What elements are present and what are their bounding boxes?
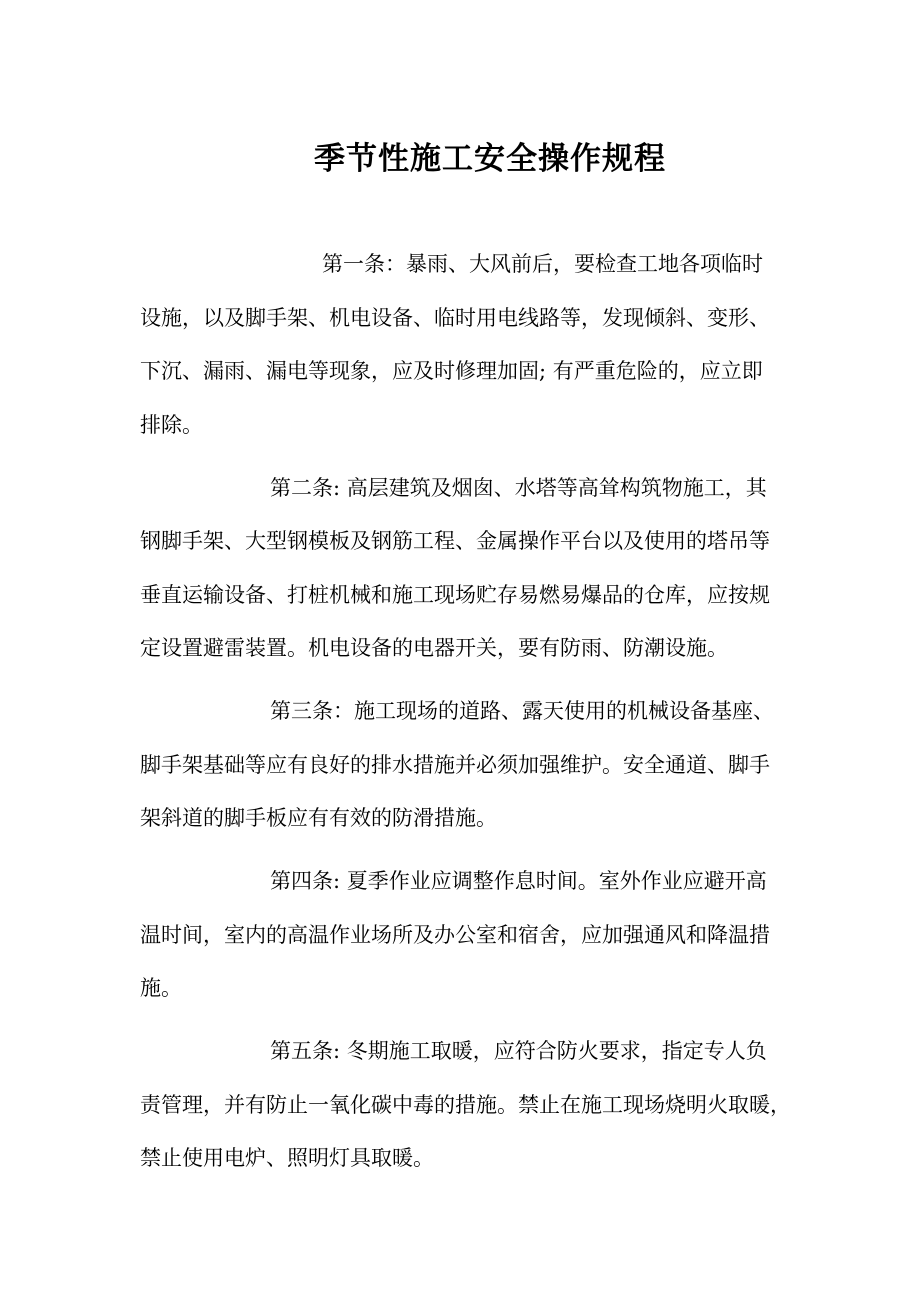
text-line: 定设置避雷装置。机电设备的电器开关，要有防雨、防潮设施。 <box>140 636 728 660</box>
text-line: 第一条：暴雨、大风前后，要检查工地各项临时 <box>322 252 763 276</box>
text-line: 设施，以及脚手架、机电设备、临时用电线路等，发现倾斜、变形、 <box>140 305 770 330</box>
text-line: 第三条：施工现场的道路、露天使用的机械设备基座、 <box>270 699 774 723</box>
document-body <box>140 238 800 1195</box>
article-5 <box>140 1025 800 1186</box>
text-line: 禁止使用电炉、照明灯具取暖。 <box>140 1146 434 1170</box>
text-line: 下沉、漏雨、漏电等现象，应及时修理加固; 有严重危险的，应立即 <box>140 359 763 383</box>
text-line: 排除。 <box>140 412 203 437</box>
text-line: 垂直运输设备、打桩机械和施工现场贮存易燃易爆品的仓库，应按规 <box>140 582 770 607</box>
text-line: 第四条: 夏季作业应调整作息时间。室外作业应避开高 <box>270 869 767 893</box>
text-line: 责管理，并有防止一氧化碳中毒的措施。禁止在施工现场烧明火取暖， <box>140 1092 791 1117</box>
article-3 <box>140 685 800 846</box>
text-line: 施。 <box>140 976 182 1000</box>
text-line: 脚手架基础等应有良好的排水措施并必须加强维护。安全通道、脚手 <box>140 752 770 777</box>
article-1 <box>140 238 800 452</box>
text-line: 温时间，室内的高温作业场所及办公室和宿舍，应加强通风和降温措 <box>140 922 770 947</box>
text-line: 架斜道的脚手板应有有效的防滑措施。 <box>140 806 497 830</box>
document-title: 季节性施工安全操作规程 <box>314 140 666 177</box>
article-2 <box>140 462 800 676</box>
text-line: 钢脚手架、大型钢模板及钢筋工程、金属操作平台以及使用的塔吊等 <box>140 529 770 553</box>
article-4 <box>140 855 800 1016</box>
text-line: 第二条: 高层建筑及烟囱、水塔等高耸构筑物施工，其 <box>270 475 767 500</box>
text-line: 第五条: 冬期施工取暖，应符合防火要求，指定专人负 <box>270 1039 767 1063</box>
